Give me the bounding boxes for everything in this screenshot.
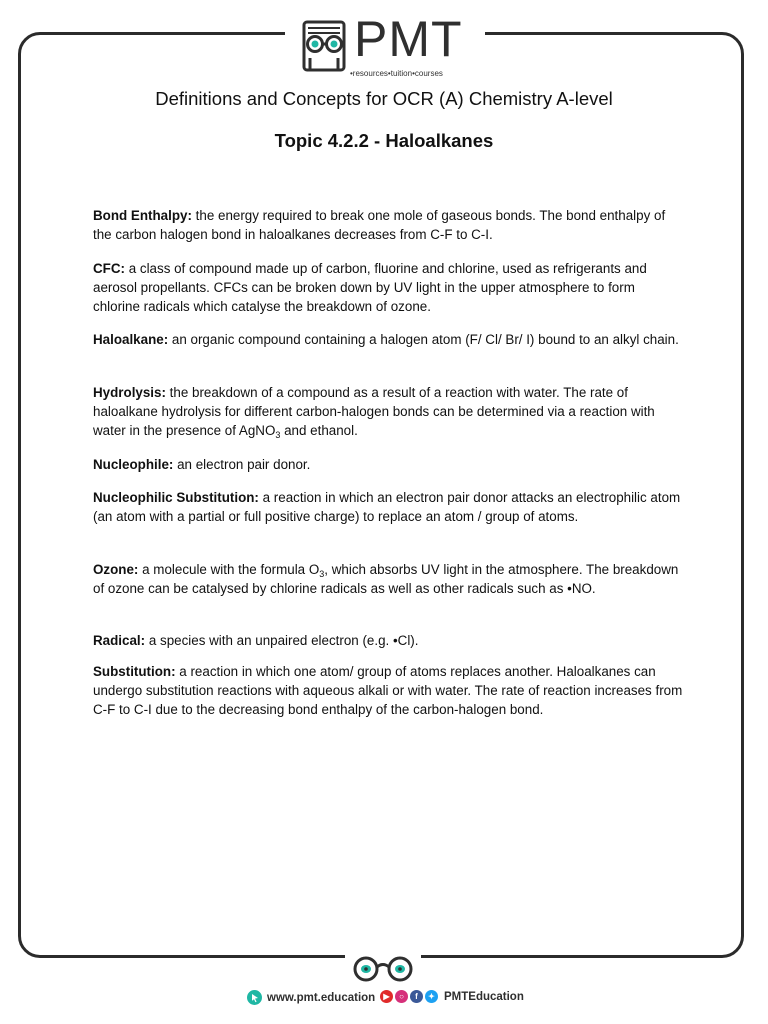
topic-title: Topic 4.2.2 - Haloalkanes xyxy=(274,130,494,151)
document-title: Definitions and Concepts for OCR (A) Chemistry A-level xyxy=(155,88,613,109)
definition-text-cont: , which absorbs UV light in the atmosphere. The breakdown of ozone can be catalysed by chlorine radicals as well as other radicals such as •NO. xyxy=(93,562,679,596)
definition-radical xyxy=(93,631,683,650)
definition-text: an electron pair donor. xyxy=(177,457,311,472)
subscript: 3 xyxy=(275,430,281,440)
definition-term: Hydrolysis: xyxy=(93,385,166,400)
instagram-icon[interactable]: ○ xyxy=(395,990,408,1003)
cursor-icon xyxy=(247,990,262,1005)
definition-substitution xyxy=(93,662,683,719)
social-links xyxy=(380,990,524,1003)
definition-term: Radical: xyxy=(93,633,146,648)
definition-text: a reaction in which an electron pair donor attacks an electrophilic atom (an atom with a partial or full positive charge) to replace an atom / group of atoms. xyxy=(93,490,681,524)
social-handle[interactable]: PMTEducation xyxy=(444,990,524,1003)
definition-cfc xyxy=(93,259,683,316)
website-link[interactable] xyxy=(247,990,375,1005)
definition-text: a reaction in which one atom/ group of atoms replaces another. Haloalkanes can undergo substitution reactions with aqueous alkali or with water. The rate of reaction increases from C-F to C-I due to the decreasing bond enthalpy of the carbon-halogen bond. xyxy=(93,664,683,717)
definition-term: Ozone: xyxy=(93,562,139,577)
definition-nucleophilic-substitution xyxy=(93,488,683,526)
definition-hydrolysis xyxy=(93,383,683,440)
definition-text: the energy required to break one mole of gaseous bonds. The bond enthalpy of the carbon halogen bond in haloalkanes decreases from C-F to C-I. xyxy=(93,208,666,242)
definition-text-cont: and ethanol. xyxy=(280,423,358,438)
footer xyxy=(0,988,768,1010)
youtube-icon[interactable]: ▶ xyxy=(380,990,393,1003)
definition-text: a species with an unpaired electron (e.g. •Cl). xyxy=(148,633,419,648)
definition-term: CFC: xyxy=(93,261,125,276)
logo-tagline: •resources•tuition•courses xyxy=(350,69,443,78)
logo-wordmark: PMT xyxy=(354,11,463,67)
definition-term: Haloalkane: xyxy=(93,332,169,347)
twitter-icon[interactable]: ✦ xyxy=(425,990,438,1003)
facebook-icon[interactable]: f xyxy=(410,990,423,1003)
subscript: 3 xyxy=(319,569,325,579)
definition-term: Nucleophile: xyxy=(93,457,174,472)
definition-ozone xyxy=(93,560,683,598)
definition-term: Nucleophilic Substitution: xyxy=(93,490,259,505)
definition-term: Substitution: xyxy=(93,664,176,679)
glasses-icon xyxy=(350,954,416,984)
definition-term: Bond Enthalpy: xyxy=(93,208,192,223)
definition-text: the breakdown of a compound as a result of a reaction with water. The rate of haloalkane hydrolysis for different carbon-halogen bonds can be determined via a reaction with water in the presence of AgNO xyxy=(93,385,655,438)
website-text[interactable]: www.pmt.education xyxy=(267,991,376,1004)
definition-text: a class of compound made up of carbon, fluorine and chlorine, used as refrigerants and aerosol propellants. CFCs can be broken down by UV light in the upper atmosphere to form chlorine radicals which catalyse the breakdown of ozone. xyxy=(93,261,647,314)
definition-nucleophile xyxy=(93,455,683,474)
pmt-logo xyxy=(298,11,473,78)
definition-haloalkane xyxy=(93,330,683,349)
definition-bond-enthalpy xyxy=(93,206,683,244)
definition-text: an organic compound containing a halogen atom (F/ Cl/ Br/ I) bound to an alkyl chain. xyxy=(171,332,679,347)
book-glasses-icon xyxy=(298,16,354,76)
definition-text: a molecule with the formula O xyxy=(142,562,320,577)
